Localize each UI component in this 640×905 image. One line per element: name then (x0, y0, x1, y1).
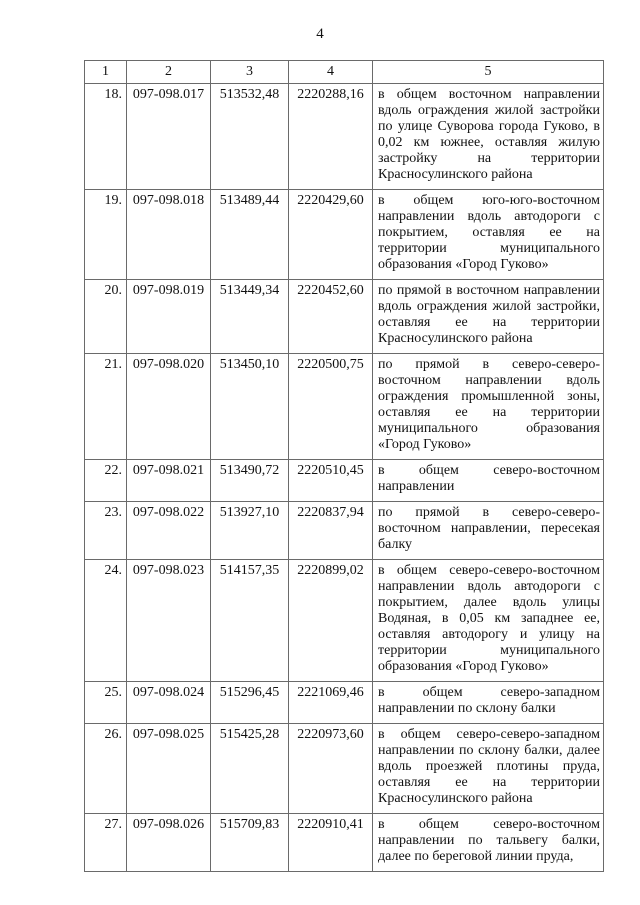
table-row (85, 190, 604, 280)
y-coordinate-cell: 2221069,46 (289, 682, 373, 724)
description-cell: в общем северо-северо-восточном направлении вдоль автодороги с покрытием, далее вдоль улицы Водяная, в 0,05 км западнее ее, оставляя автодорогу и улицу на территории муниципального образования «Город Гуково» (373, 560, 604, 682)
point-code-cell: 097-098.022 (127, 502, 211, 560)
row-number-cell: 22. (85, 460, 127, 502)
x-coordinate-cell: 513489,44 (211, 190, 289, 280)
description-cell: по прямой в восточном направлении вдоль ограждения жилой застройки, оставляя ее на территории Красносулинского района (373, 280, 604, 354)
row-number-cell: 27. (85, 814, 127, 872)
row-number-cell: 20. (85, 280, 127, 354)
point-code-cell: 097-098.023 (127, 560, 211, 682)
table-row (85, 724, 604, 814)
point-code-cell: 097-098.021 (127, 460, 211, 502)
point-code-cell: 097-098.020 (127, 354, 211, 460)
point-code-cell: 097-098.026 (127, 814, 211, 872)
row-number-cell: 18. (85, 84, 127, 190)
description-cell: в общем юго-юго-восточном направлении вдоль автодороги с покрытием, оставляя ее на территории муниципального образования «Город Гуково» (373, 190, 604, 280)
description-cell: в общем северо-восточном направлении по тальвегу балки, далее по береговой линии пруда, (373, 814, 604, 872)
column-header: 2 (127, 61, 211, 84)
y-coordinate-cell: 2220510,45 (289, 460, 373, 502)
point-code-cell: 097-098.018 (127, 190, 211, 280)
y-coordinate-cell: 2220910,41 (289, 814, 373, 872)
description-cell: в общем северо-северо-западном направлении по склону балки, далее вдоль проезжей плотины пруда, оставляя ее на территории Красносулинского района (373, 724, 604, 814)
y-coordinate-cell: 2220500,75 (289, 354, 373, 460)
description-cell: по прямой в северо-северо-восточном направлении, пересекая балку (373, 502, 604, 560)
table-row (85, 682, 604, 724)
row-number-cell: 25. (85, 682, 127, 724)
y-coordinate-cell: 2220973,60 (289, 724, 373, 814)
description-cell: по прямой в северо-северо-восточном направлении вдоль ограждения промышленной зоны, оставляя ее на территории муниципального образования «Город Гуково» (373, 354, 604, 460)
table-row (85, 280, 604, 354)
row-number-cell: 21. (85, 354, 127, 460)
row-number-cell: 24. (85, 560, 127, 682)
table-row (85, 560, 604, 682)
table-row (85, 460, 604, 502)
column-header: 1 (85, 61, 127, 84)
point-code-cell: 097-098.017 (127, 84, 211, 190)
page-number: 4 (316, 26, 324, 42)
column-header: 3 (211, 61, 289, 84)
x-coordinate-cell: 513449,34 (211, 280, 289, 354)
x-coordinate-cell: 515296,45 (211, 682, 289, 724)
column-header: 5 (373, 61, 604, 84)
row-number-cell: 26. (85, 724, 127, 814)
y-coordinate-cell: 2220899,02 (289, 560, 373, 682)
description-cell: в общем восточном направлении вдоль ограждения жилой застройки по улице Суворова города Гуково, в 0,02 км южнее, оставляя жилую застройку на территории Красносулинского района (373, 84, 604, 190)
x-coordinate-cell: 515709,83 (211, 814, 289, 872)
table-row (85, 502, 604, 560)
x-coordinate-cell: 514157,35 (211, 560, 289, 682)
row-number-cell: 23. (85, 502, 127, 560)
y-coordinate-cell: 2220288,16 (289, 84, 373, 190)
description-cell: в общем северо-восточном направлении (373, 460, 604, 502)
table-row (85, 814, 604, 872)
point-code-cell: 097-098.024 (127, 682, 211, 724)
x-coordinate-cell: 513490,72 (211, 460, 289, 502)
table-row (85, 84, 604, 190)
x-coordinate-cell: 513927,10 (211, 502, 289, 560)
point-code-cell: 097-098.019 (127, 280, 211, 354)
x-coordinate-cell: 515425,28 (211, 724, 289, 814)
y-coordinate-cell: 2220837,94 (289, 502, 373, 560)
table-row (85, 354, 604, 460)
y-coordinate-cell: 2220429,60 (289, 190, 373, 280)
table-header-row (85, 61, 604, 84)
boundary-points-table (84, 60, 604, 872)
x-coordinate-cell: 513532,48 (211, 84, 289, 190)
column-header: 4 (289, 61, 373, 84)
x-coordinate-cell: 513450,10 (211, 354, 289, 460)
description-cell: в общем северо-западном направлении по склону балки (373, 682, 604, 724)
y-coordinate-cell: 2220452,60 (289, 280, 373, 354)
point-code-cell: 097-098.025 (127, 724, 211, 814)
row-number-cell: 19. (85, 190, 127, 280)
